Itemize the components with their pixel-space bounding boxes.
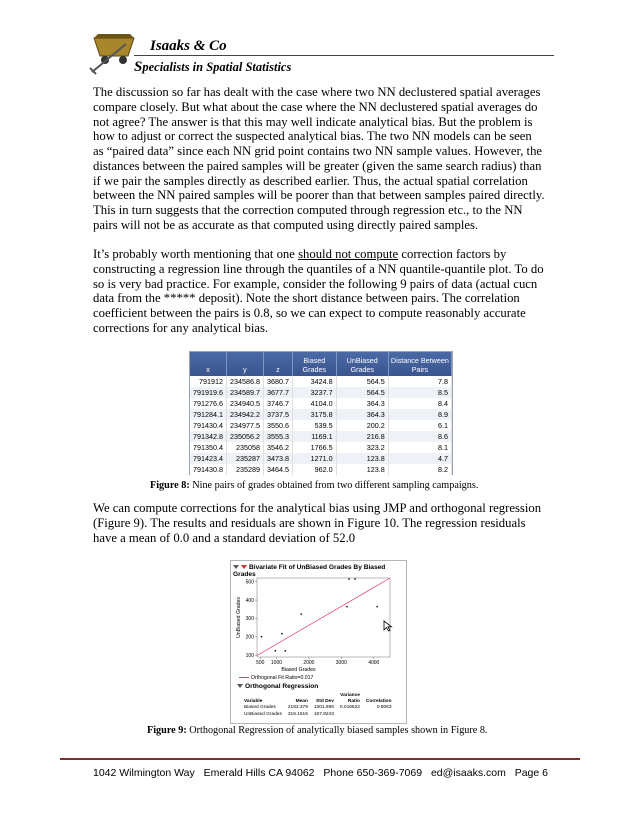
x-tick-label: 2000	[303, 660, 315, 666]
x-axis-ticks	[256, 657, 379, 666]
table-cell: 3746.7	[263, 398, 292, 409]
x-tick-label: 4000	[368, 660, 380, 666]
table-cell: 234977.5	[226, 420, 263, 431]
table-row	[190, 431, 452, 442]
table-cell: 3473.8	[263, 453, 292, 464]
fit-line-swatch	[239, 677, 249, 678]
table-row	[190, 453, 452, 464]
figure-8-label: Figure 8:	[150, 480, 190, 491]
table-cell: 791342.8	[190, 431, 226, 442]
y-axis-label: UnBiased Grades	[236, 597, 242, 638]
table-cell: 216.8	[336, 431, 388, 442]
data-point	[348, 578, 350, 580]
data-point	[281, 633, 283, 635]
table-cell: 7.8	[388, 376, 451, 387]
table-cell: 1766.5	[292, 442, 336, 453]
table-cell: 323.2	[336, 442, 388, 453]
data-point	[274, 650, 276, 652]
table-cell: 234586.8	[226, 376, 263, 387]
figure-8-text: Nine pairs of grades obtained from two different sampling campaigns.	[192, 480, 479, 491]
table-header-row	[190, 352, 452, 376]
column-header[interactable]: Biased Grades	[292, 352, 336, 376]
footer-address: 1042 Wilmington Way	[93, 767, 195, 779]
table-cell: 8.5	[388, 387, 451, 398]
stats-row	[241, 712, 395, 718]
column-header[interactable]: Distance Between Pairs	[388, 352, 451, 376]
table-cell: 235056.2	[226, 431, 263, 442]
paragraph-2	[93, 247, 545, 336]
data-point	[346, 606, 348, 608]
table-cell: 3464.5	[263, 464, 292, 475]
orthogonal-stats-table	[241, 693, 395, 718]
figure-8-caption	[150, 480, 478, 491]
table-cell: 3680.7	[263, 376, 292, 387]
page-footer	[93, 767, 548, 779]
disclosure-triangle-icon[interactable]	[233, 565, 239, 569]
table-cell: 8.1	[388, 442, 451, 453]
table-cell: 791919.6	[190, 387, 226, 398]
footer-page-number: Page 6	[514, 767, 548, 779]
fit-legend-text: Orthogonal Fit Ratio=0.017	[251, 675, 314, 681]
stats-cell: 2183.379	[287, 705, 308, 711]
data-point	[261, 636, 263, 638]
table-cell: 234940.5	[226, 398, 263, 409]
table-cell: 8.6	[388, 431, 451, 442]
stats-column-header: Variable	[244, 699, 263, 705]
footer-phone: Phone 650-369-7069	[323, 767, 423, 779]
table-cell: 8.9	[388, 409, 451, 420]
figure-9-text: Orthogonal Regression of analytically biased samples shown in Figure 8.	[189, 725, 488, 736]
x-axis-label: Biased Grades	[281, 667, 316, 673]
table-cell: 791423.4	[190, 453, 226, 464]
y-tick-label: 300	[245, 616, 254, 623]
table-cell: 3737.5	[263, 409, 292, 420]
table-cell: 791430.8	[190, 464, 226, 475]
column-header[interactable]: UnBiased Grades	[336, 352, 388, 376]
tagline-rest: pecialists in Spatial Statistics	[142, 60, 292, 74]
x-tick-label: 1000	[270, 660, 283, 666]
column-header[interactable]: z	[263, 352, 292, 376]
table-row	[190, 398, 452, 409]
stats-column-header: Ratio	[347, 699, 360, 705]
table-row	[190, 420, 452, 431]
table-cell: 3175.8	[292, 409, 336, 420]
figure-9-caption	[147, 725, 487, 736]
paragraph-2-start: It’s probably worth mentioning that one	[93, 247, 299, 261]
paragraph-2-underlined: should not compute	[298, 247, 399, 261]
table-cell: 234589.7	[226, 387, 263, 398]
table-cell: 8.4	[388, 398, 451, 409]
figure-9-label: Figure 9:	[147, 725, 187, 736]
orthogonal-regression-title: Orthogonal Regression	[245, 683, 319, 690]
footer-email[interactable]: ed@isaaks.com	[430, 767, 506, 779]
table-cell: 564.5	[336, 387, 388, 398]
y-tick-label: 400	[245, 597, 254, 604]
stats-cell: 167.8243	[313, 711, 334, 717]
table-cell: 564.5	[336, 376, 388, 387]
table-row	[190, 442, 452, 453]
table-cell: 234942.2	[226, 409, 263, 420]
figure-9-panel	[230, 560, 407, 724]
data-point	[284, 650, 286, 652]
table-row	[190, 464, 452, 475]
paragraph-2-end: correction factors by constructing a regression line through the quantiles of a NN quantile-quantile plot. To do so is very bad practice. For example, consider the following 9 pairs of data (actual cucn data from the ***** deposit). Note the short distance between pairs. The correlation coefficient between the pairs is 0.8, so we can expect to compute reasonably accurate corrections for any analytical bias.	[93, 247, 544, 335]
data-point	[354, 578, 356, 580]
orthogonal-regression-header[interactable]	[237, 683, 318, 690]
x-tick-label: 3000	[335, 660, 347, 666]
table-cell: 364.3	[336, 398, 388, 409]
table-cell: 1271.0	[292, 453, 336, 464]
table-cell: 4.7	[388, 453, 451, 464]
column-header[interactable]: y	[226, 352, 263, 376]
table-cell: 3550.6	[263, 420, 292, 431]
table-cell: 200.2	[336, 420, 388, 431]
fit-legend	[239, 675, 313, 681]
bivariate-fit-title: Bivariate Fit of UnBiased Grades By Biased Grades	[233, 564, 386, 578]
stats-column-header: Mean	[295, 699, 308, 705]
table-row	[190, 409, 452, 420]
y-axis-ticks	[246, 579, 257, 658]
table-cell: 123.8	[336, 453, 388, 464]
company-name: Isaaks & Co	[150, 38, 227, 54]
stats-column-header: Correlation	[365, 699, 392, 705]
table-cell: 6.1	[388, 420, 451, 431]
variance-group-header: Variance	[340, 693, 360, 698]
stats-cell	[363, 712, 395, 718]
table-cell: 791912	[190, 376, 226, 387]
stats-cell: 0.016622	[339, 705, 360, 711]
data-point	[300, 613, 302, 615]
table-cell: 3546.2	[263, 442, 292, 453]
paragraph-1: The discussion so far has dealt with the case where two NN declustered spatial averages compare closely. But what about the case where the NN declustered spatial averages do not agree? The answer is that this may well indicate analytical bias. But the problem is how to adjust or correct the suspected analytical bias. The two NN models can be seen as “paired data” since each NN grid point contains two NN sample values. However, the distances between the paired samples will be greater (given the same search radius) than if we pair the samples directly as described earlier. Thus, the actual spatial correlation between the NN paired samples will be poorer than that between samples paired directly. This in turn suggests that the correction computed through regression etc., to the NN pairs will not be as accurate as that computed using directly paired samples.	[93, 85, 545, 232]
tagline-initial: S	[134, 59, 143, 75]
table-cell: 235289	[226, 464, 263, 475]
mining-cart-logo	[88, 30, 143, 76]
paragraph-3: We can compute corrections for the analytical bias using JMP and orthogonal regression (Figure 9). The results and residuals are shown in Figure 10. The regression residuals have a mean of 0.0 and a standard deviation of 52.0	[93, 501, 542, 545]
table-cell: 123.8	[336, 464, 388, 475]
table-row	[190, 376, 452, 387]
data-point	[376, 606, 378, 608]
header-divider	[134, 55, 554, 56]
table-cell: 962.0	[292, 464, 336, 475]
scatter-plot	[231, 573, 406, 677]
table-cell: 539.5	[292, 420, 336, 431]
table-body	[190, 376, 452, 475]
stats-cell: 316.1516	[287, 711, 308, 717]
footer-city: Emerald Hills CA 94062	[203, 767, 315, 779]
table-cell: 3555.3	[263, 431, 292, 442]
stats-cell: 0.8063	[376, 705, 392, 711]
pairs-table	[190, 352, 452, 475]
table-cell: 3677.7	[263, 387, 292, 398]
stats-cell	[337, 712, 363, 718]
stats-body	[241, 705, 395, 717]
y-tick-label: 500	[245, 579, 254, 586]
stats-cell: 1301.698	[313, 705, 334, 711]
y-tick-label: 100	[245, 652, 254, 659]
company-tagline	[134, 59, 291, 76]
column-header[interactable]: x	[190, 352, 226, 376]
table-cell: 3424.8	[292, 376, 336, 387]
x-tick-label: 500	[256, 660, 265, 666]
table-cell: 791284.1	[190, 409, 226, 420]
table-cell: 791350.4	[190, 442, 226, 453]
y-tick-label: 200	[245, 634, 254, 641]
red-menu-triangle-icon[interactable]	[241, 565, 247, 569]
table-cell: 1169.1	[292, 431, 336, 442]
mouse-cursor-icon	[383, 620, 393, 632]
table-cell: 4104.0	[292, 398, 336, 409]
table-row	[190, 387, 452, 398]
table-cell: 235058	[226, 442, 263, 453]
table-cell: 364.3	[336, 409, 388, 420]
stats-column-header: Std Dev	[316, 699, 334, 705]
table-cell: 791276.6	[190, 398, 226, 409]
table-cell: 791430.4	[190, 420, 226, 431]
stats-cell: Biased Grades	[244, 705, 276, 711]
stats-cell: UnBiased Grades	[244, 711, 282, 717]
disclosure-triangle-icon[interactable]	[237, 684, 243, 688]
table-cell: 8.2	[388, 464, 451, 475]
figure-8-table	[189, 351, 453, 475]
table-cell: 3237.7	[292, 387, 336, 398]
table-cell: 235287	[226, 453, 263, 464]
footer-divider	[60, 758, 580, 760]
